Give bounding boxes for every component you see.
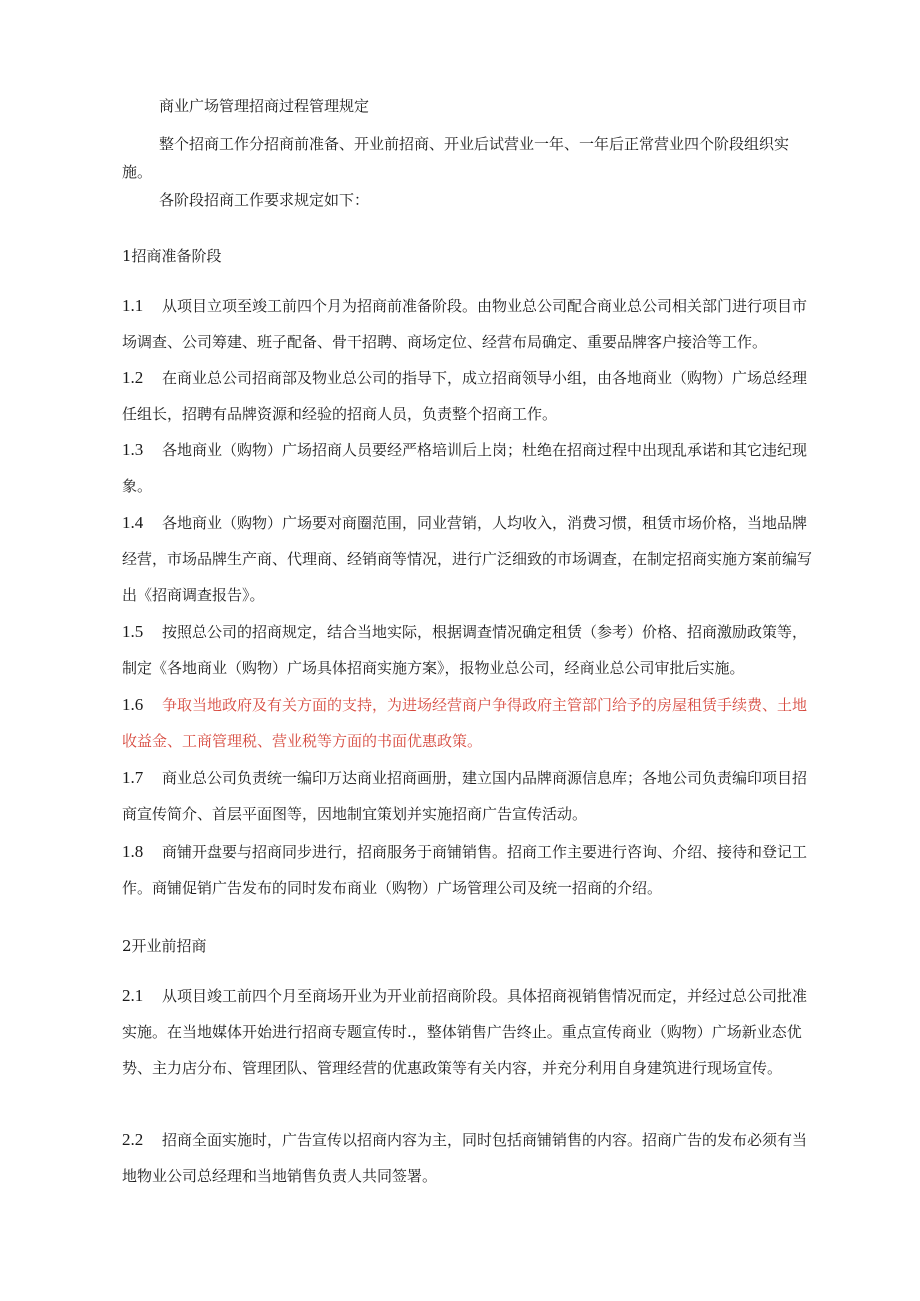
clause-1-1 [122,288,812,360]
clause-number: 1.5 [122,622,144,641]
clause-text: 从项目立项至竣工前四个月为招商前准备阶段。由物业总公司配合商业总公司相关部门进行项目市场调查、公司筹建、班子配备、骨干招聘、商场定位、经营布局确定、重要品牌客户接洽等工作。 [122,297,808,351]
clause-1-2 [122,360,812,432]
clause-1-7 [122,760,812,832]
clause-text: 各地商业（购物）广场要对商圈范围，同业营销，人均收入，消费习惯，租赁市场价格，当地品牌经营，市场品牌生产商、代理商、经销商等情况，进行广泛细致的市场调查，在制定招商实施方案前编写出《招商调查报告》。 [122,514,813,604]
clause-number: 2.1 [122,986,144,1005]
clause-number: 1.3 [122,440,144,459]
clause-number: 2.2 [122,1130,144,1149]
clause-1-3 [122,432,812,504]
clause-text: 按照总公司的招商规定，结合当地实际，根据调查情况确定租赁（参考）价格、招商激励政策等，制定《各地商业（购物）广场具体招商实施方案》，报物业总公司，经商业总公司审批后实施。 [122,623,808,677]
clause-1-8 [122,834,812,906]
clause-1-5 [122,614,812,686]
clause-text: 商铺开盘要与招商同步进行，招商服务于商铺销售。招商工作主要进行咨询、介绍、接待和登记工作。商铺促销广告发布的同时发布商业（购物）广场管理公司及统一招商的介绍。 [122,843,808,897]
clause-text: 各地商业（购物）广场招商人员要经严格培训后上岗；杜绝在招商过程中出现乱承诺和其它违纪现象。 [122,441,808,495]
clause-number: 1.4 [122,513,144,532]
clause-1-6 [122,687,812,759]
clause-text: 从项目竣工前四个月至商场开业为开业前招商阶段。具体招商视销售情况而定，并经过总公司批准实施。在当地媒体开始进行招商专题宣传时.，整体销售广告终止。重点宣传商业（购物）广场新业态优势、主力店分布、管理团队、管理经营的优惠政策等有关内容，并充分利用自身建筑进行现场宣传。 [122,987,808,1077]
clause-number: 1.7 [122,768,144,787]
clause-text-highlight: 争取当地政府及有关方面的支持，为进场经营商户争得政府主管部门给予的房屋租赁手续费、土地收益金、工商管理税、营业税等方面的书面优惠政策。 [122,696,808,750]
section-1-heading: 1招商准备阶段 [122,247,222,265]
section-2-heading: 2开业前招商 [122,937,207,955]
document-title: 商业广场管理招商过程管理规定 [159,97,370,115]
clause-number: 1.1 [122,296,144,315]
clause-1-4 [122,505,812,613]
clause-2-2 [122,1122,812,1194]
clause-text: 招商全面实施时，广告宣传以招商内容为主，同时包括商铺销售的内容。招商广告的发布必须有当地物业公司总经理和当地销售负责人共同签署。 [122,1131,808,1185]
clause-number: 1.8 [122,842,144,861]
intro-requirements: 各阶段招商工作要求规定如下： [159,191,370,209]
intro-paragraph: 整个招商工作分招商前准备、开业前招商、开业后试营业一年、一年后正常营业四个阶段组织实施。 [122,135,790,181]
clause-number: 1.2 [122,368,144,387]
clause-number: 1.6 [122,695,144,714]
clause-text: 商业总公司负责统一编印万达商业招商画册，建立国内品牌商源信息库；各地公司负责编印项目招商宣传简介、首层平面图等，因地制宜策划并实施招商广告宣传活动。 [122,769,808,823]
clause-2-1 [122,978,812,1086]
clause-text: 在商业总公司招商部及物业总公司的指导下，成立招商领导小组，由各地商业（购物）广场总经理任组长，招聘有品牌资源和经验的招商人员，负责整个招商工作。 [122,369,808,423]
